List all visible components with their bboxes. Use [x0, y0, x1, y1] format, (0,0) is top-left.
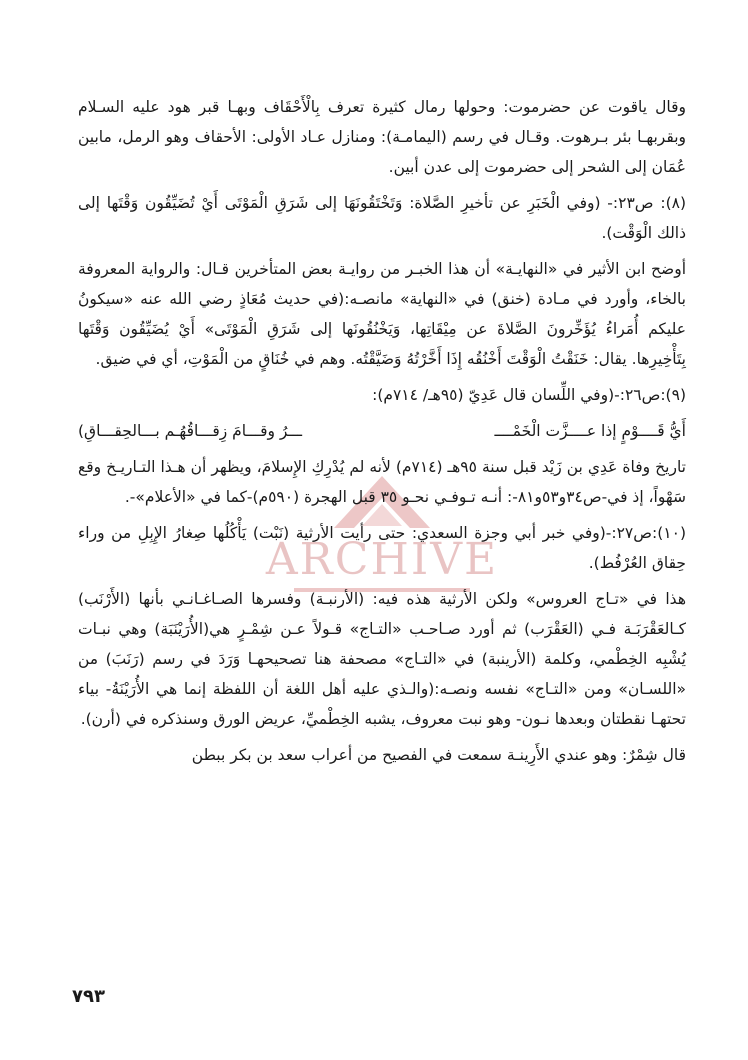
note-9: (٩):ص٢٦:-(وفي اللِّسان قال عَدِيّ (٩٥هـ/ ٧١٤م): — [372, 386, 686, 404]
note-10: (١٠):ص٢٧:-(وفي خبر أبي وجزة السعدي: حتى رأيت الأرثية (نَبْت) يَأْكُلُها صِغارُ الإِبِلِ من وراء حِقاق العُرْفُط). — [78, 524, 686, 572]
watermark-text: ARCHIVE — [265, 534, 499, 585]
paragraph-taj-alarus: هذا في «تـاج العروس» ولكن الأرثية هذه فيه: (الأرنبـة) وفسرها الصـاغـانـي بأنها (الأَرْنَب) كـالعَقْرَبَـة فـي (العَقْرَب) ثم أورد صـاحـب «التـاج» قـولاً عـن شِمْـرٍ هي(الأُرَيْنَبَة) وهي نبـات يُشْبِه الخِطْمي، وكلمة (الأرينبة) في «التـاج» مصحفة هنا تصحيحهـا وَرَدَ في رسم (رَنَبَ) من «اللسـان» ومن «التـاج» نفسه ونصـه:(والـذي عليه أهل اللغة أن اللفظة إنما هي الأُرَيْنَةُ- بياء تحتهـا نقطتان وبعدها نـون- وهو نبت معروف، يشبه الخِطْميِّ، عريض الورق وسنذكره في (أرن). — [78, 590, 686, 728]
paragraph-yaqut: وقال ياقوت عن حضرموت: وحولها رمال كثيرة تعرف بِالْأَحْقَاف وبهـا قبر هود عليه السـلام وبقربهـا بئر بـرهوت. وقـال في رسم (اليمامـة): ومنازل عـاد الأولى: الأحقاف وهو الرمل، مابين عُمَان إلى الشحر إلى حضرموت إلى عدن أبين. — [78, 98, 686, 176]
paragraph-adi-date: تاريخ وفاة عَدِي بن زَيْد قبل سنة ٩٥هـ (٧١٤م) لأنه لم يُدْرِكِ الإِسلامَ، ويظهر أن هـذا التـاريـخ وقع سَهْواً، إذ في-ص٣٤و٥٣و٨١-: أنـه تـوفـي نحـو ٣٥ قبل الهجرة (٥٩٠م)-كما في «الأعلام»-. — [78, 458, 686, 506]
page-number: ٧٩٣ — [72, 986, 105, 1007]
verse-line — [78, 416, 686, 446]
verse-second-hemistich: ـــرُ وقـــامَ زِقـــاقُهُـم بـــالحِقـــاقِ) — [78, 422, 303, 440]
page-body — [78, 92, 686, 770]
verse-first-hemistich: أَيُّ قَــــوْمٍ إذا عــــزَّت الْخَمْــــ — [494, 422, 686, 440]
paragraph-ibn-athir: أوضح ابن الأثير في «النهايـة» أن هذا الخبـر من روايـة بعض المتأخرين قـال: والرواية المعروفة بالخاء، وأورد في مـادة (خنق) في «النهاية» مانصـه:(في حديث مُعَاذٍ رضي الله عنه «سيكونُ عليكم أُمَراءُ يُؤَخِّرونَ الصَّلاةَ عن مِيْقَاتِها، وَيَخْنُقُونَها إلى شَرَقِ الْمَوْتَى» أَيْ يُضَيِّقُون وَقْتَها بِتَأْخِيرِها. يقال: خَنَقْتُ الْوَقْتَ أَخْنُقُه إِذَا أَخَّرْتُهُ وَضَيَّقْتُه. وهم في خُنَاقٍ من الْمَوْتِ، أي في ضيق. — [78, 260, 686, 368]
paragraph-shimr: قال شِمْرٌ: وهو عندي الأَرِينـة سمعت في الفصيح من أعراب سعد بن بكر ببطن — [191, 746, 686, 764]
note-8: (٨): ص٢٣:- (وفي الْخَبَرِ عن تأخيرِ الصَّلاة: وَتَخْتَقُونَهَا إلى شَرَقِ الْمَوْتَى أَيْ تُضَيِّقُون وَقْتَها إلى ذالك الْوَقْت). — [78, 194, 687, 242]
